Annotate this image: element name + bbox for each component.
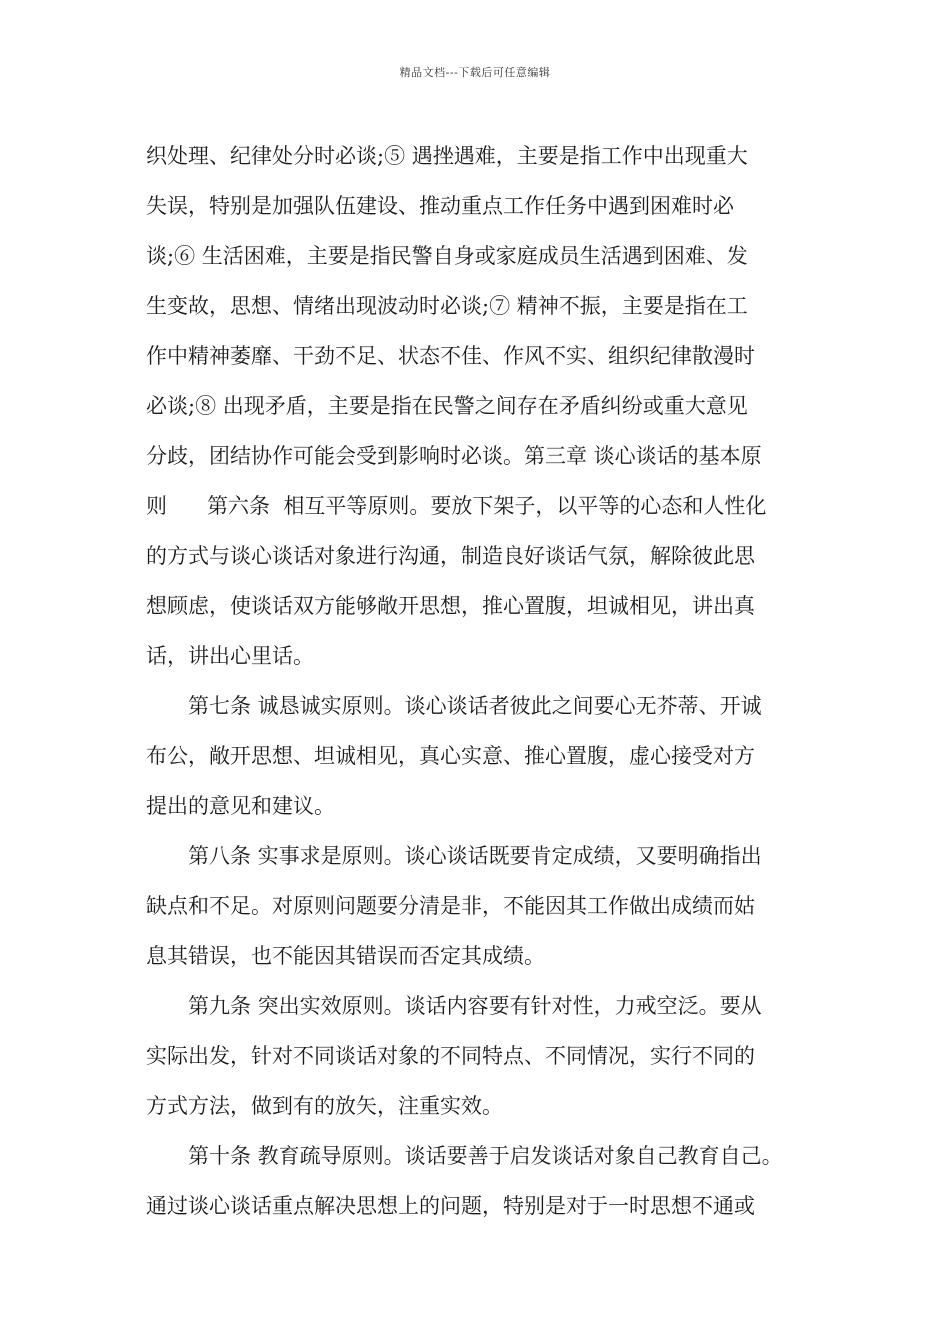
- text-line: 想顾虑，使谈话双方能够敞开思想，推心置腹，坦诚相见，讲出真: [146, 594, 755, 618]
- text-line: 息其错误，也不能因其错误而否定其成绩。: [146, 944, 545, 968]
- text-line: 方式方法，做到有的放矢，注重实效。: [146, 1094, 503, 1118]
- text-line: 失误，特别是加强队伍建设、推动重点工作任务中遇到困难时必: [146, 194, 734, 218]
- text-line: 第七条 诚恳诚实原则。谈心谈话者彼此之间要心无芥蒂、开诚: [188, 694, 762, 718]
- text-line: 谈;⑥ 生活困难，主要是指民警自身或家庭成员生活遇到困难、发: [146, 244, 748, 268]
- text-line: 第八条 实事求是原则。谈心谈话既要肯定成绩，又要明确指出: [188, 844, 762, 868]
- text-line: 必谈;⑧ 出现矛盾，主要是指在民警之间存在矛盾纠纷或重大意见: [146, 394, 748, 418]
- text-line: 分歧，团结协作可能会受到影响时必谈。第三章 谈心谈话的基本原: [146, 444, 762, 468]
- text-line: 织处理、纪律处分时必谈;⑤ 遇挫遇难，主要是指工作中出现重大: [146, 144, 748, 168]
- text-line: 作中精神萎靡、干劲不足、状态不佳、作风不实、组织纪律散漫时: [146, 344, 755, 368]
- text-line: 实际出发，针对不同谈话对象的不同特点、不同情况，实行不同的: [146, 1044, 755, 1068]
- text-line: 通过谈心谈话重点解决思想上的问题，特别是对于一时思想不通或: [146, 1194, 755, 1218]
- text-line: 第十条 教育疏导原则。谈话要善于启发谈话对象自己教育自己。: [188, 1144, 783, 1168]
- body-text: [146, 131, 806, 1231]
- text-line: 第九条 突出实效原则。谈话内容要有针对性，力戒空泛。要从: [188, 994, 762, 1018]
- text-line: 则 第六条 相互平等原则。要放下架子，以平等的心态和人性化: [146, 494, 767, 518]
- text-line: 布公，敞开思想、坦诚相见，真心实意、推心置腹，虚心接受对方: [146, 744, 755, 768]
- text-line: 生变故，思想、情绪出现波动时必谈;⑦ 精神不振，主要是指在工: [146, 294, 748, 318]
- text-line: 的方式与谈心谈话对象进行沟通，制造良好谈话气氛，解除彼此思: [146, 544, 755, 568]
- text-line: 提出的意见和建议。: [146, 794, 335, 818]
- text-line: 缺点和不足。对原则问题要分清是非，不能因其工作做出成绩而姑: [146, 894, 755, 918]
- page-header: 精品文档---下载后可任意编辑: [399, 66, 551, 79]
- text-line: 话，讲出心里话。: [146, 644, 314, 668]
